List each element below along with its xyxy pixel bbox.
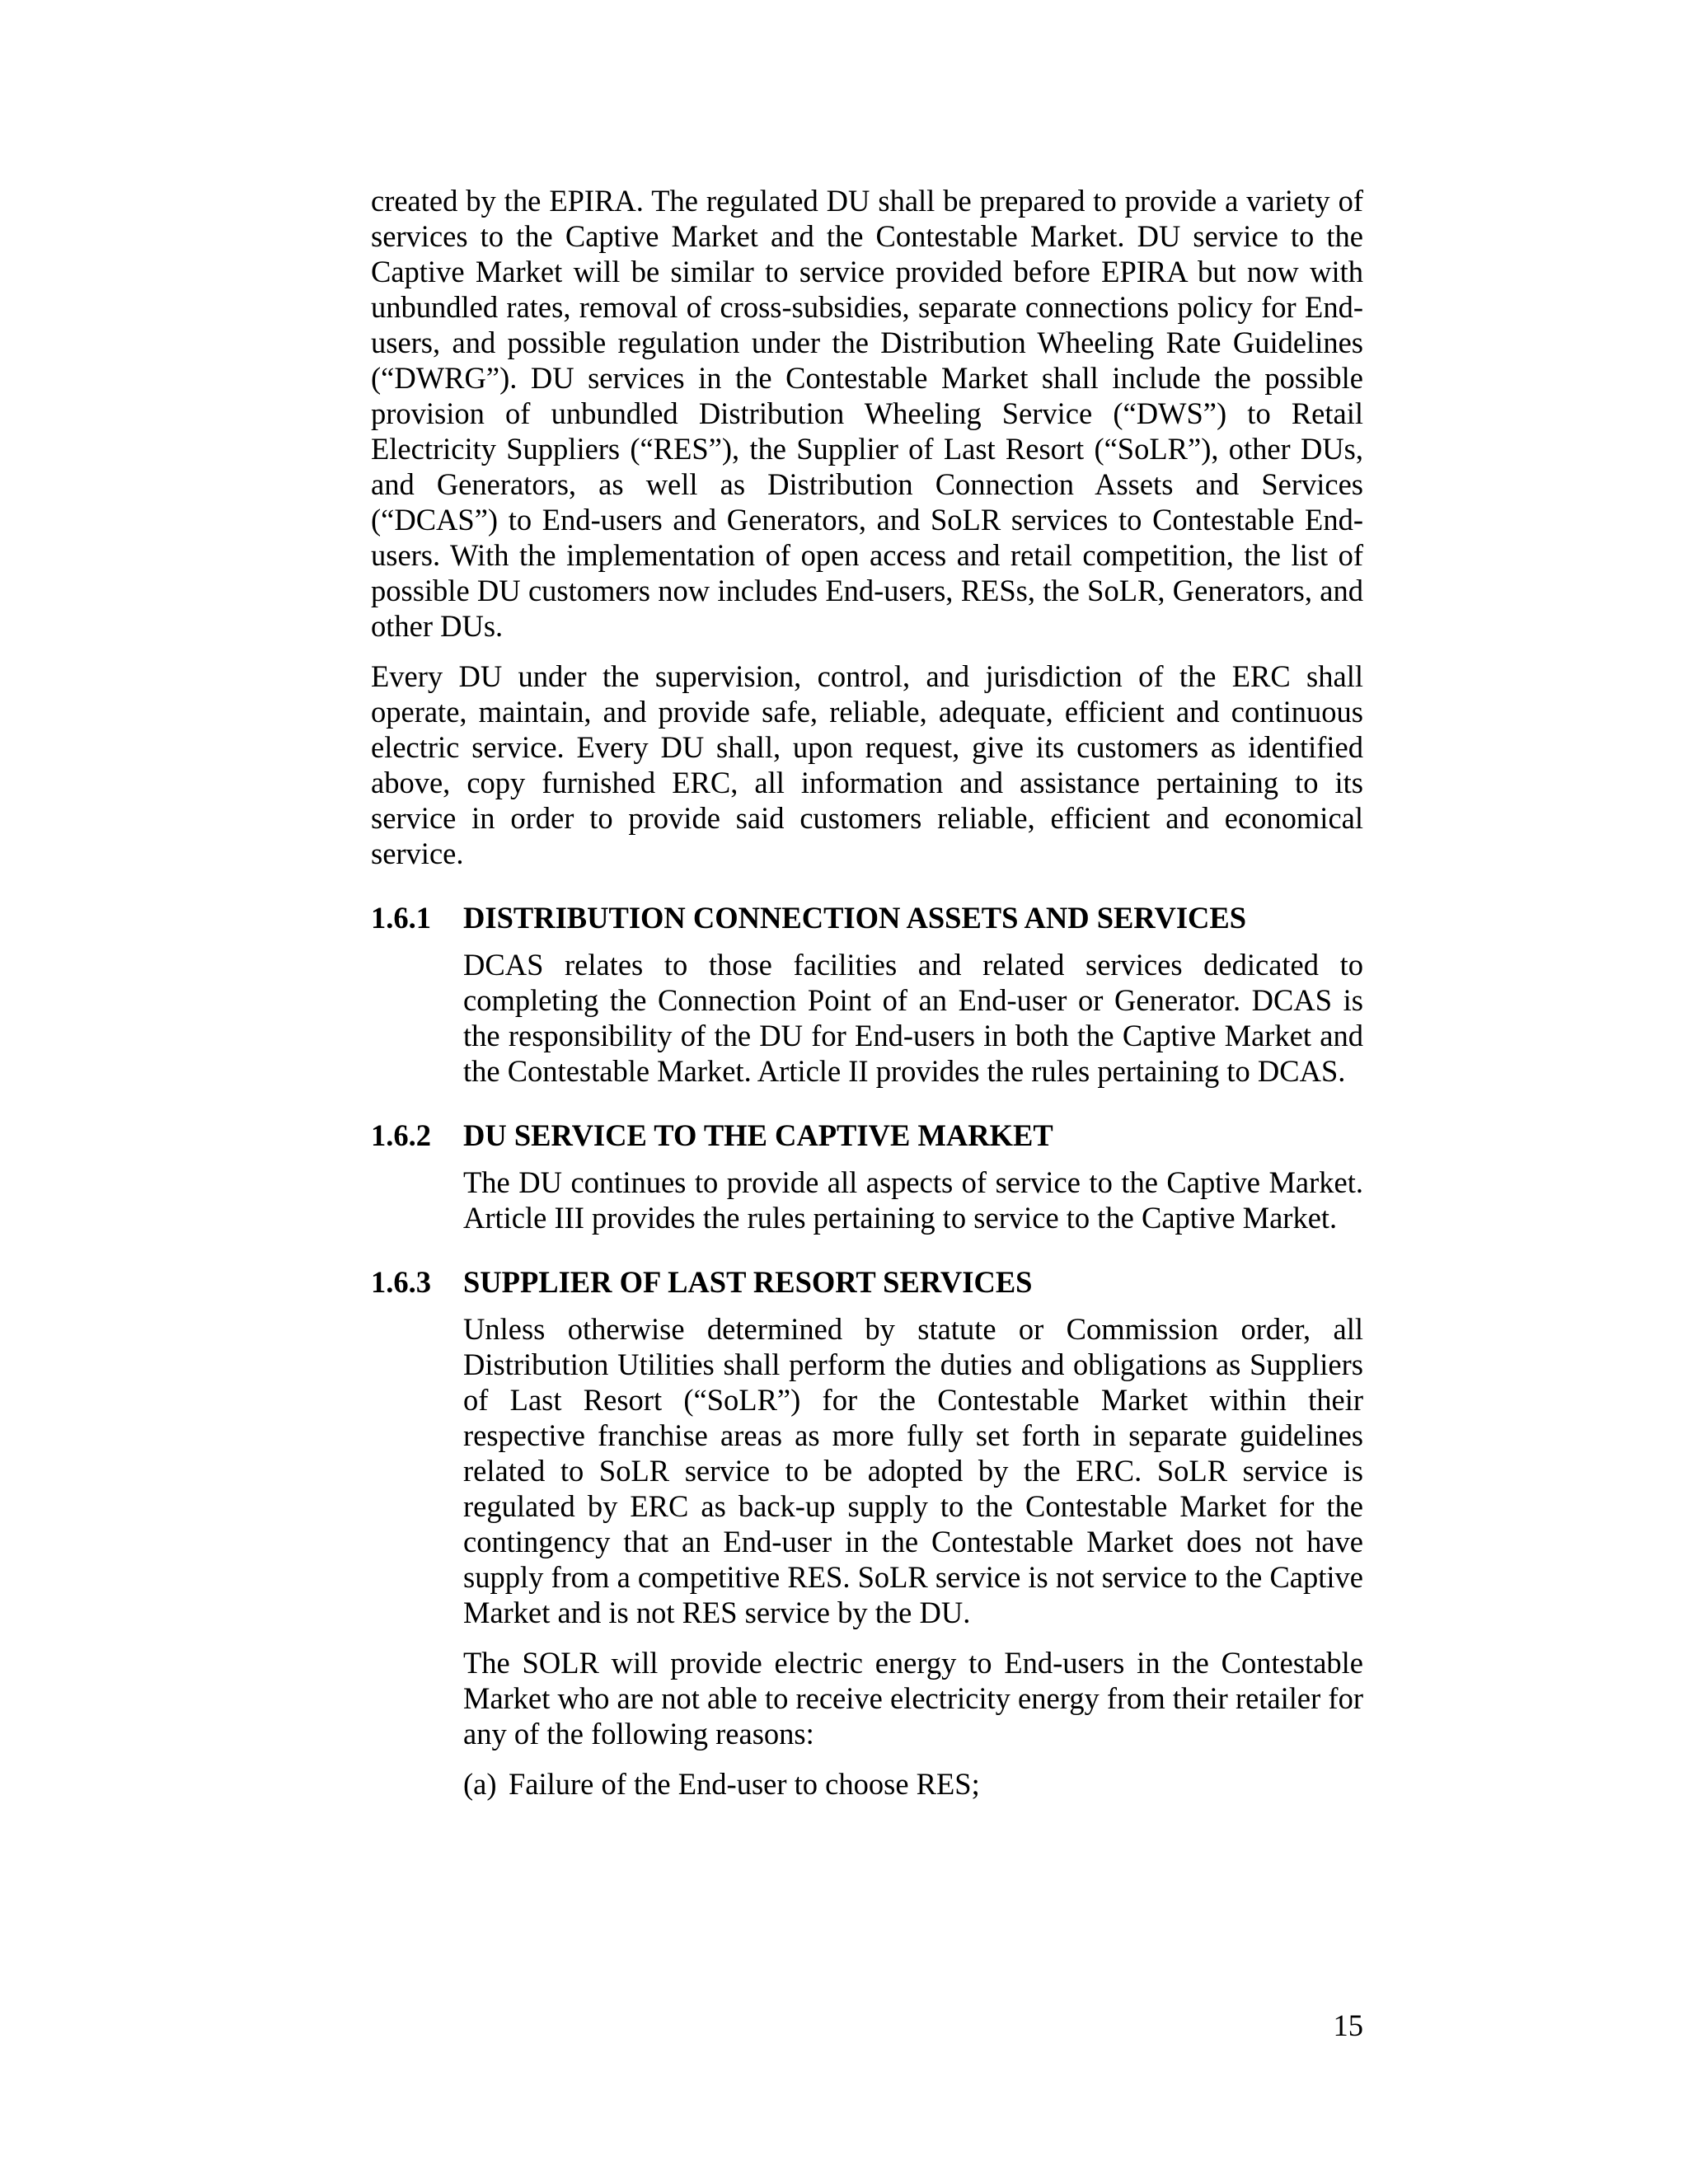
section-paragraph: The SOLR will provide electric energy to End-users in the Contestable Market who are not able to receive electricity energy from their retailer for any of the following reasons: xyxy=(463,1646,1363,1750)
section-1-6-1 xyxy=(371,900,1363,1089)
section-number: 1.6.3 xyxy=(371,1265,431,1299)
document-page xyxy=(371,183,1363,1802)
section-title: SUPPLIER OF LAST RESORT SERVICES xyxy=(463,1265,1033,1299)
list-item-label: (a) xyxy=(463,1767,497,1801)
section-paragraph: DCAS relates to those facilities and related services dedicated to completing the Connection Point of an End-user or Generator. DCAS is the responsibility of the DU for End-users in both the Captive Market and the Contestable Market. Article II provides the rules pertaining to DCAS. xyxy=(463,948,1363,1088)
section-body xyxy=(463,947,1363,1089)
section-body xyxy=(463,1311,1363,1802)
section-body xyxy=(463,1165,1363,1235)
section-heading xyxy=(371,1118,1363,1153)
section-1-6-2 xyxy=(371,1118,1363,1235)
intro-paragraph-1: created by the EPIRA. The regulated DU shall be prepared to provide a variety of services to the Captive Market and the Contestable Market. DU service to the Captive Market will be similar to service provided before EPIRA but now with unbundled rates, removal of cross-subsidies, separate connections policy for End-users, and possible regulation under the Distribution Wheeling Rate Guidelines (“DWRG”). DU services in the Contestable Market shall include the possible provision of unbundled Distribution Wheeling Service (“DWS”) to Retail Electricity Suppliers (“RES”), the Supplier of Last Resort (“SoLR”), other DUs, and Generators, as well as Distribution Connection Assets and Services (“DCAS”) to End-users and Generators, and SoLR services to Contestable End-users. With the implementation of open access and retail competition, the list of possible DU customers now includes End-users, RESs, the SoLR, Generators, and other DUs. xyxy=(371,184,1363,643)
page-number: 15 xyxy=(1333,2008,1363,2042)
intro-paragraph-2: Every DU under the supervision, control, and jurisdiction of the ERC shall operate, maintain, and provide safe, reliable, adequate, efficient and continuous electric service. Every DU shall, upon request, give its customers as identified above, copy furnished ERC, all information and assistance pertaining to its service in order to provide said customers reliable, efficient and economical service. xyxy=(371,659,1363,870)
section-heading xyxy=(371,1264,1363,1300)
section-number: 1.6.2 xyxy=(371,1118,431,1152)
section-number: 1.6.1 xyxy=(371,901,431,935)
section-paragraph: Unless otherwise determined by statute or Commission order, all Distribution Utilities shall perform the duties and obligations as Suppliers of Last Resort (“SoLR”) for the Contestable Market within their respective franchise areas as more fully set forth in separate guidelines related to SoLR service to be adopted by the ERC. SoLR service is regulated by ERC as back-up supply to the Contestable Market for the contingency that an End-user in the Contestable Market does not have supply from a competitive RES. SoLR service is not service to the Captive Market and is not RES service by the DU. xyxy=(463,1312,1363,1629)
list-item xyxy=(463,1766,1363,1802)
section-1-6-3 xyxy=(371,1264,1363,1802)
section-title: DISTRIBUTION CONNECTION ASSETS AND SERVICES xyxy=(463,901,1247,935)
section-paragraph: The DU continues to provide all aspects of service to the Captive Market. Article III provides the rules pertaining to service to the Captive Market. xyxy=(463,1165,1363,1235)
list-item-text: Failure of the End-user to choose RES; xyxy=(509,1767,980,1801)
section-heading xyxy=(371,900,1363,935)
section-title: DU SERVICE TO THE CAPTIVE MARKET xyxy=(463,1118,1053,1152)
